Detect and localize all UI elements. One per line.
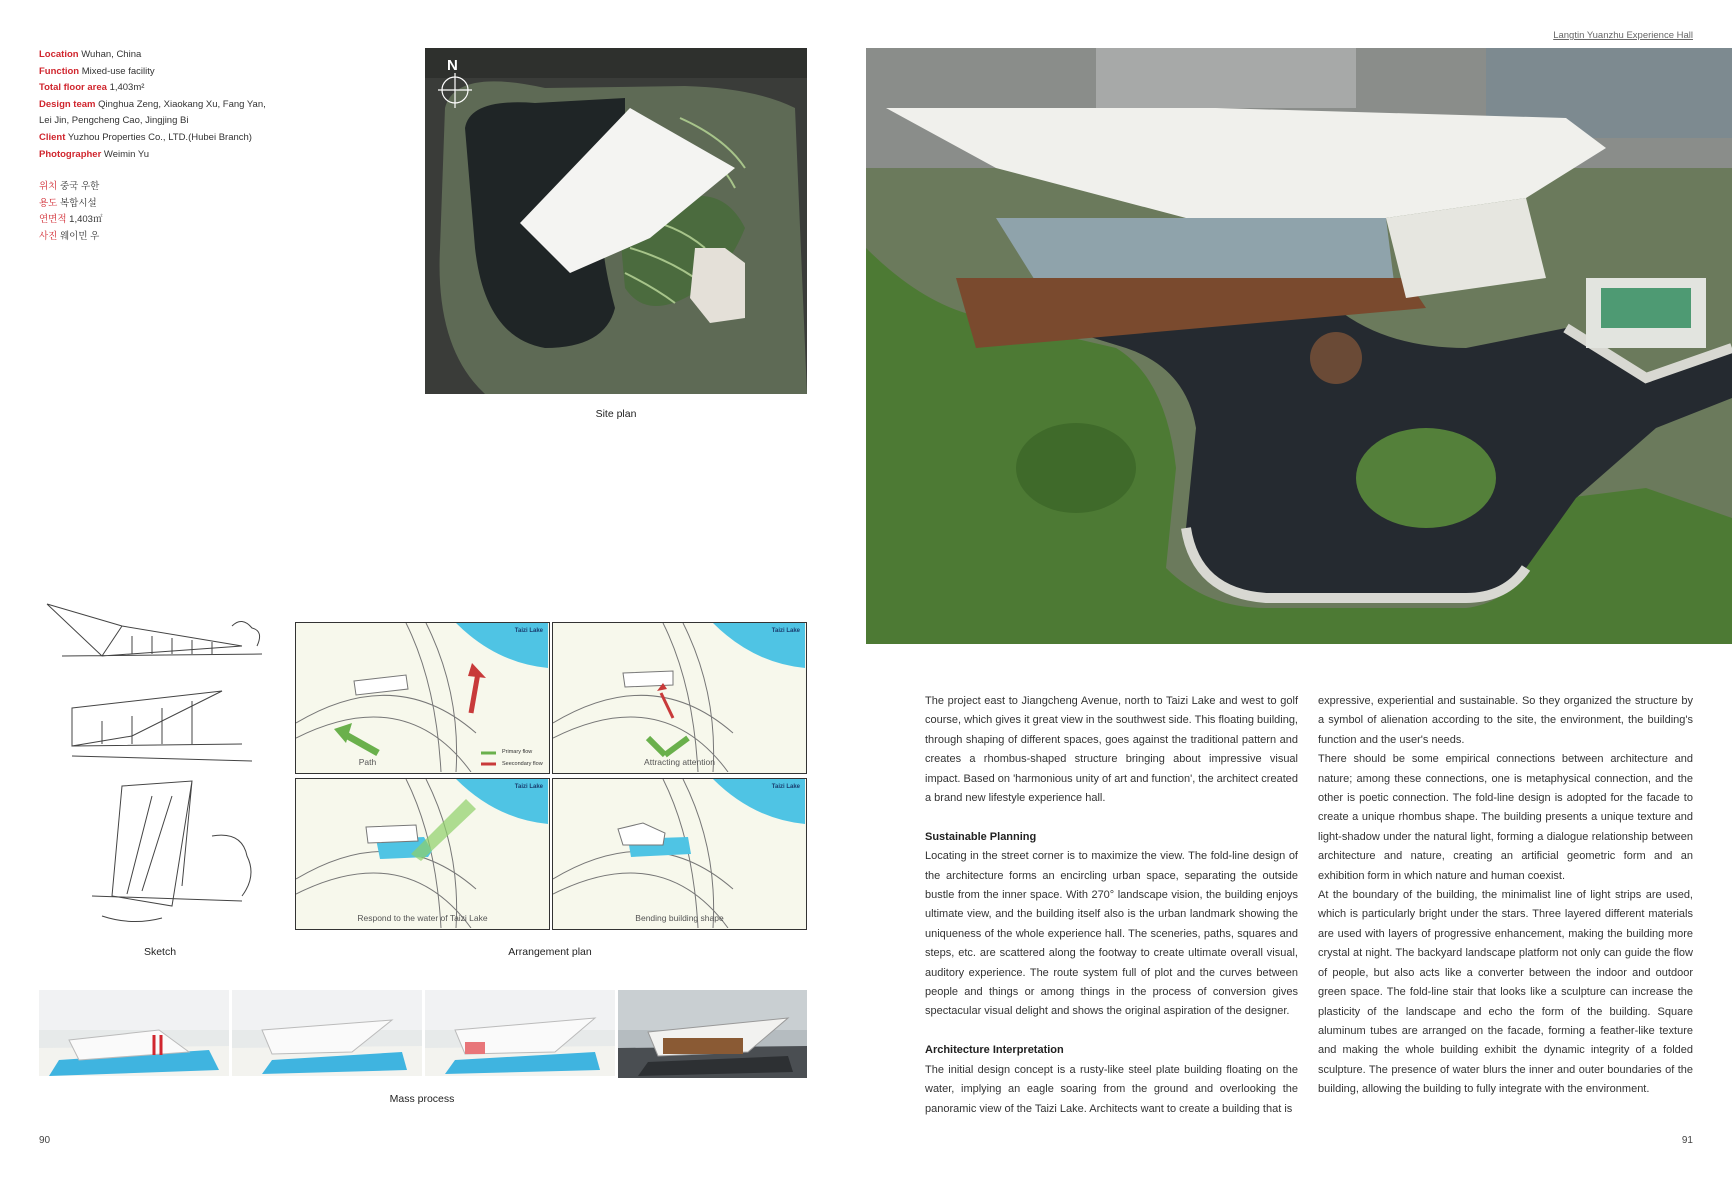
info-ko-function: 용도 복합시설 xyxy=(39,197,97,209)
legend-primary: Primary flow xyxy=(502,749,533,755)
sketch-caption: Sketch xyxy=(143,946,177,958)
panel-label-attention: Attracting attention xyxy=(644,757,715,767)
mass-caption: Mass process xyxy=(389,1093,455,1105)
paragraph-col2-2: There should be some empirical connections between architecture and nature; among these connections, one is metaphysical connection, and the other is poetic connection. The fold-line design is adopted for the facade to create a unique rhombus shape. The building presents a unique texture and light-shadow under the natural light, forming a dialogue relationship between architecture and nature, creating an artificial geometric form and an exhibition form in which nature and human coexist. xyxy=(1318,753,1693,882)
panel-label-path: Path xyxy=(358,757,377,767)
arrangement-panel-respond xyxy=(295,778,550,930)
lake-label: Taizi Lake xyxy=(771,784,800,790)
heading-sustainable-planning: Sustainable Planning xyxy=(925,830,1037,843)
page-number-left: 90 xyxy=(39,1135,51,1146)
arrangement-caption: Arrangement plan xyxy=(508,946,592,958)
running-head: Langtin Yuanzhu Experience Hall xyxy=(1553,30,1693,41)
legend-secondary: Seecondary flow xyxy=(502,761,543,767)
sketch-image xyxy=(42,596,272,932)
paragraph-col2-3: At the boundary of the building, the minimalist line of light strips are used, which is particularly bright under the stars. Three layered different materials are used with layers of progressive enhancement, making the building more crystal at night. The backyard landscape platform not only can guide the flow of people, but also acts like a converter between the indoor and outdoor green space. The fold-line stair that looks like a sculpture can increase the plasticity of the landscape and echo the form of the building. Square aluminum tubes are arranged on the facade, forming a feather-like texture and making the whole building exhibit the dynamic integrity of a folded sculpture. The presence of water blurs the inner and outer boundaries of the building, allowing the building to fully integrate with the environment. xyxy=(1318,889,1693,1096)
mass-step-3 xyxy=(425,990,615,1076)
lake-label: Taizi Lake xyxy=(771,628,800,634)
info-photographer: Photographer Weimin Yu xyxy=(39,148,149,160)
paragraph-col2-1: expressive, experiential and sustainable. So they organized the structure by a symbol of alienation according to the site, the environment, the building's function and the user's needs. xyxy=(1318,695,1693,746)
paragraph-sustainable: Locating in the street corner is to maximize the view. The fold-line design of the architecture forms an encircling urban space, separating the outside bustle from the inner space. With 270° landscape vision, the building enjoys ultimate view, and the building itself also is the urban landmark showing the uniqueness of the whole experience hall. The sceneries, paths, squares and steps, etc. are scattered along the footway to create ultimate overall visual, auditory experience. The route system full of plot and the curves between people and things or among things in the process of conversion gives spectacular visual delight and shows the original aspiration of the designer. xyxy=(925,850,1298,1018)
aerial-photo xyxy=(866,48,1732,644)
text-column-2 xyxy=(1318,692,1693,1100)
panel-label-bending: Bending building shape xyxy=(635,913,724,923)
info-ko-photographer: 사진 웨이민 우 xyxy=(39,230,100,242)
arrangement-panel-path xyxy=(295,622,550,774)
info-ko-area: 연면적 1,403㎡ xyxy=(39,214,103,226)
arrangement-panel-bending xyxy=(552,778,807,930)
mass-step-2 xyxy=(232,990,422,1076)
panel-label-respond: Respond to the water of Taizi Lake xyxy=(357,913,488,923)
paragraph-intro: The project east to Jiangcheng Avenue, north to Taizi Lake and west to golf course, which gives it great view in the southwest side. This floating building, through shaping of different spaces, goes against the traditional pattern and creates a rhombus-shaped structure bringing about impressive visual impact. Based on 'harmonious unity of art and function', the architect created a brand new lifestyle experience hall. xyxy=(925,695,1298,805)
lake-label: Taizi Lake xyxy=(514,628,543,634)
page-number-right: 91 xyxy=(1681,1135,1693,1146)
arrangement-panel-attention xyxy=(552,622,807,774)
mass-step-1 xyxy=(39,990,229,1076)
mass-step-4 xyxy=(618,990,807,1078)
site-plan-caption: Site plan xyxy=(595,408,637,420)
lake-label: Taizi Lake xyxy=(514,784,543,790)
info-function: Function Mixed-use facility xyxy=(39,65,155,77)
info-design-team-cont: Lei Jin, Pengcheng Cao, Jingjing Bi xyxy=(39,115,189,127)
info-design-team: Design team Qinghua Zeng, Xiaokang Xu, Fang Yan, xyxy=(39,98,266,110)
info-ko-location: 위치 중국 우한 xyxy=(39,181,100,193)
info-client: Client Yuzhou Properties Co., LTD.(Hubei Branch) xyxy=(39,131,252,143)
north-arrow-label: N xyxy=(447,57,458,74)
text-column-1 xyxy=(925,692,1298,1119)
site-plan-image xyxy=(425,48,807,394)
heading-architecture-interpretation: Architecture Interpretation xyxy=(925,1044,1064,1057)
paragraph-architecture: The initial design concept is a rusty-like steel plate building floating on the water, implying an eagle soaring from the ground and overlooking the panoramic view of the Taizi Lake. Architects want to create a building that is xyxy=(925,1063,1298,1115)
info-floor-area: Total floor area 1,403m² xyxy=(39,82,145,94)
project-info xyxy=(39,47,339,246)
info-location: Location Wuhan, China xyxy=(39,49,142,60)
